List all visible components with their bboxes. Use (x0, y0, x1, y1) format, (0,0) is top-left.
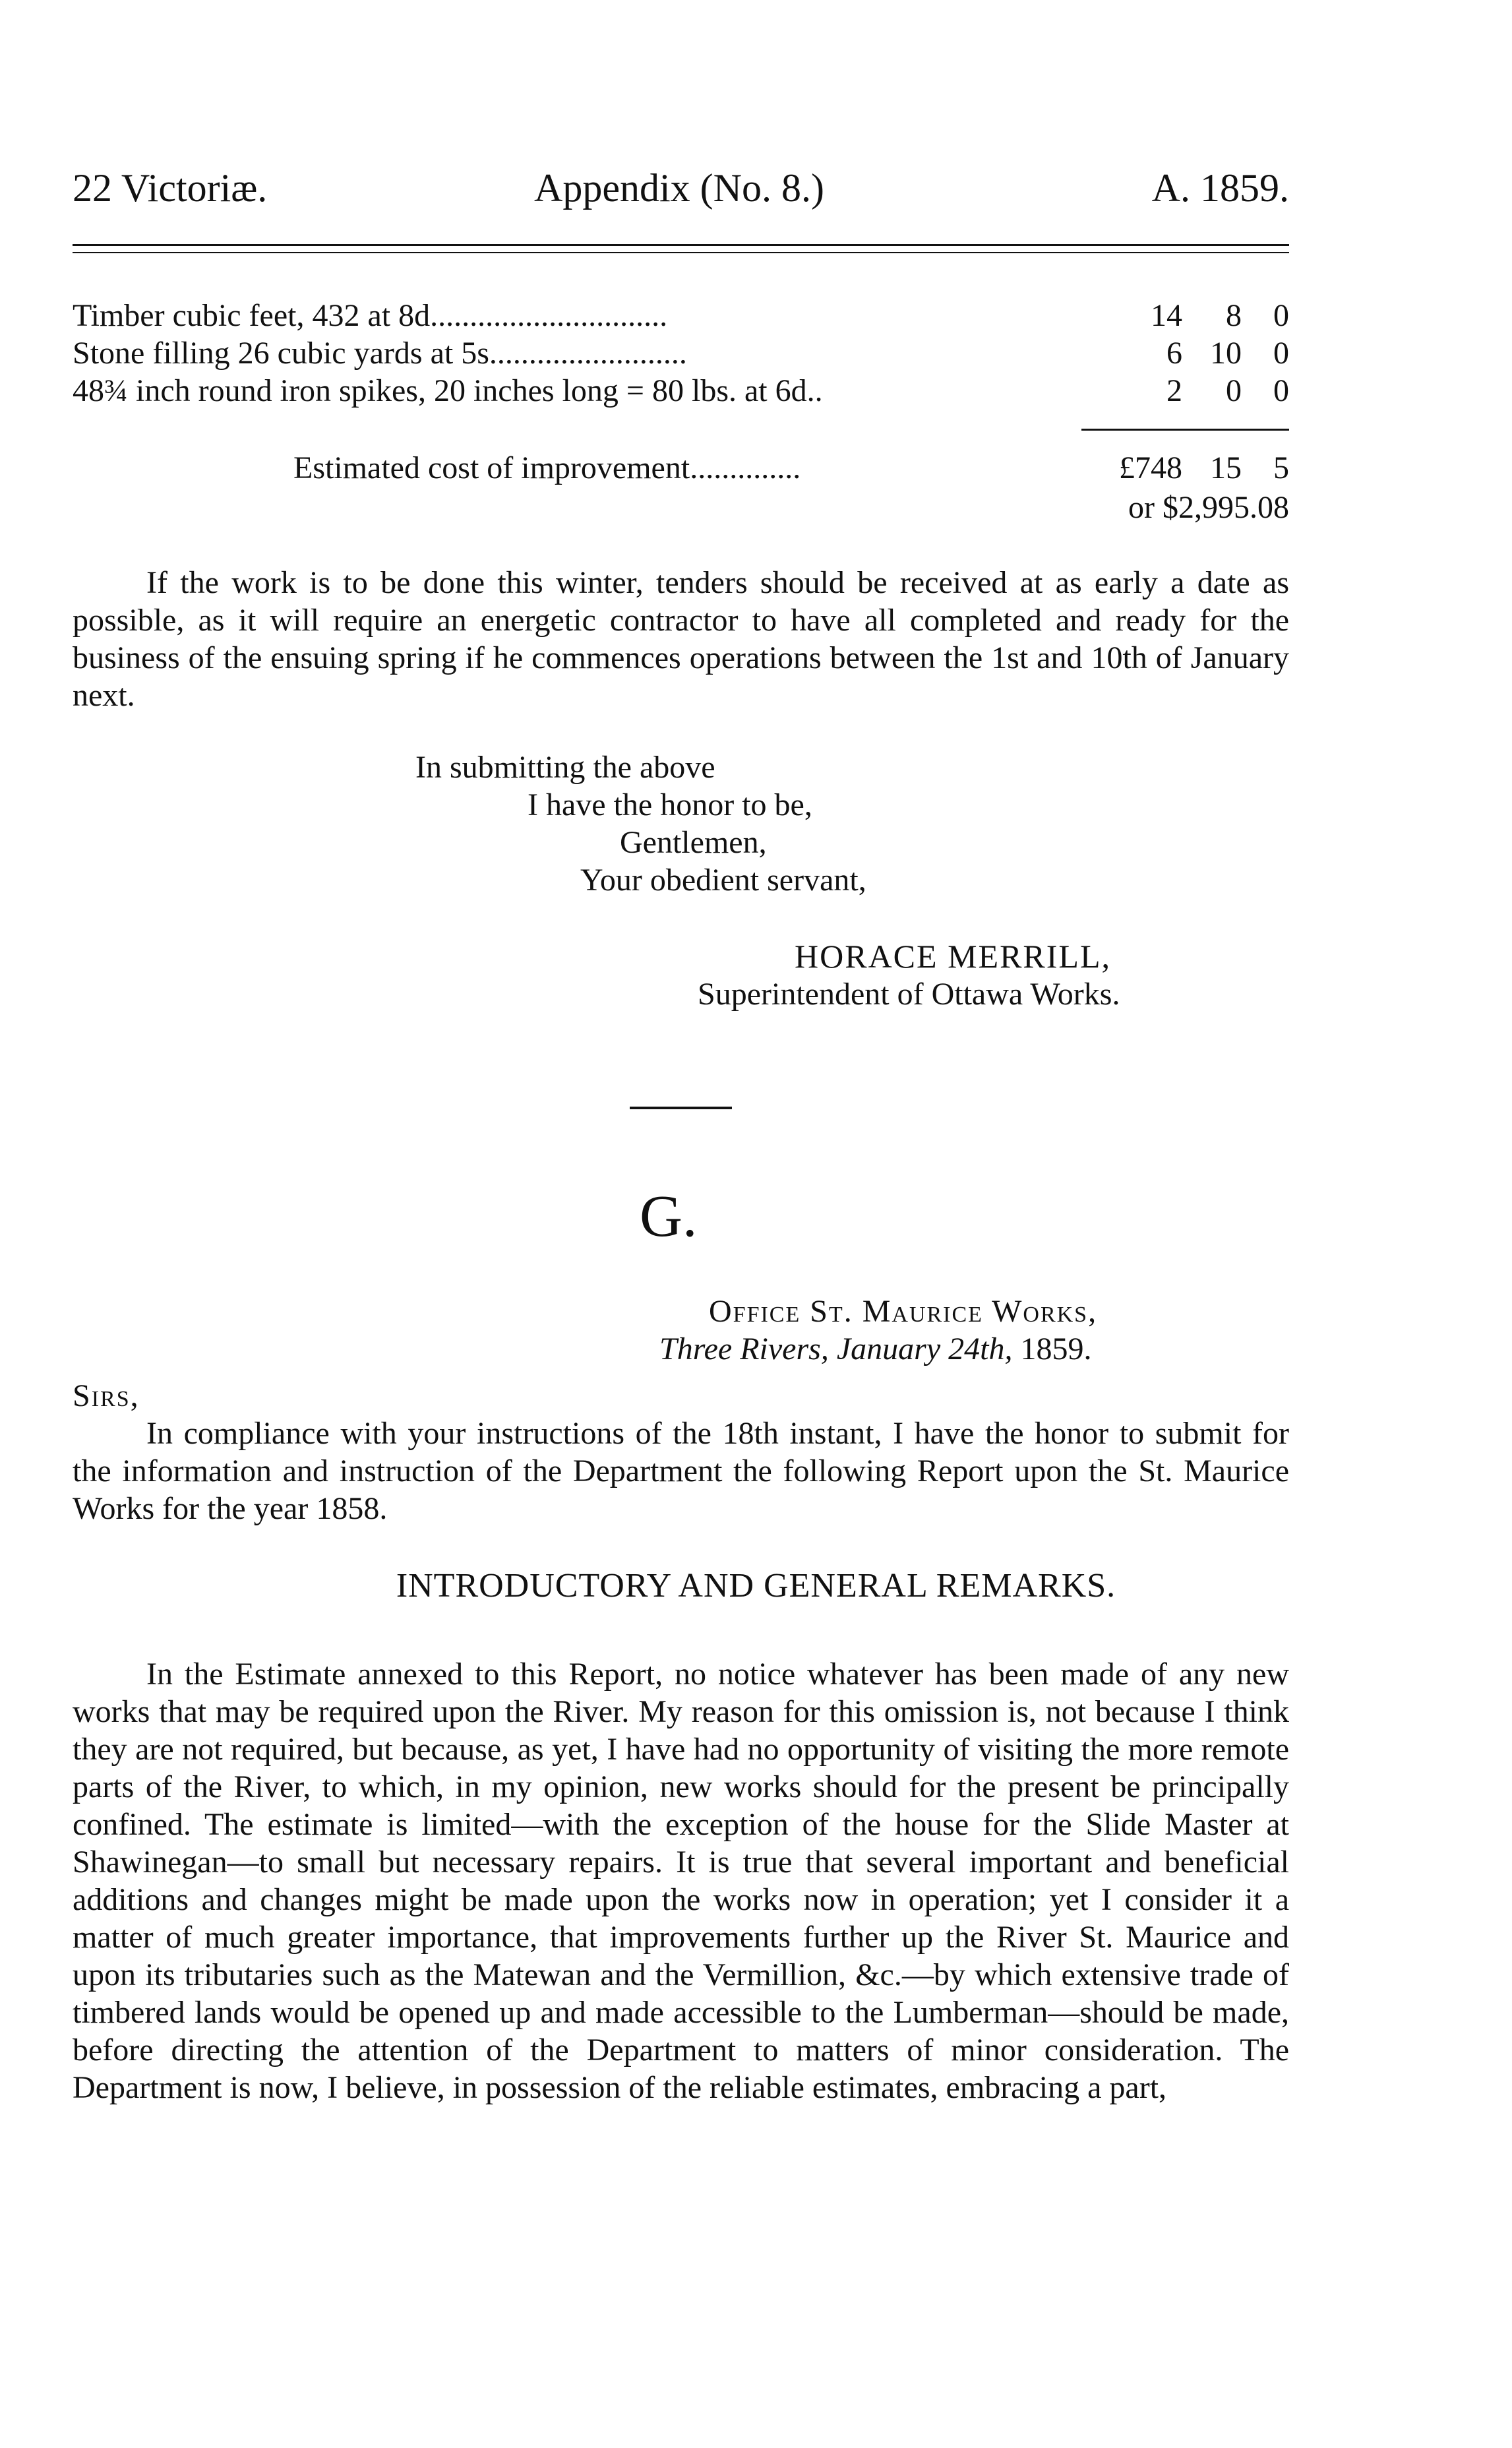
cost-items (73, 297, 1289, 410)
item-pence: 0 (1273, 298, 1289, 333)
item-pence: 0 (1273, 373, 1289, 408)
salutation: Sirs, (73, 1378, 140, 1413)
item-pounds: 6 (1166, 336, 1182, 371)
closing-line: In submitting the above (415, 750, 715, 785)
compliance-paragraph: In compliance with your instructions of the 18th instant, I have the honor to submit for the information and instruction of the Department the following Report upon the St. Maurice Works for the year 1858. (73, 1416, 1289, 1526)
estimated-total-row (73, 448, 1289, 488)
closing-line: Your obedient servant, (580, 863, 866, 898)
section-heading: INTRODUCTORY AND GENERAL REMARKS. (396, 1567, 1116, 1605)
item-pounds: 2 (1166, 373, 1182, 408)
item-pence: 0 (1273, 336, 1289, 371)
signatory-title: Superintendent of Ottawa Works. (698, 977, 1120, 1012)
cost-item-row (73, 297, 1289, 334)
place-name: Three Rivers, (659, 1331, 829, 1366)
total-pounds: £748 (1119, 450, 1182, 485)
closing-line: I have the honor to be, (528, 787, 812, 822)
total-dollars: or $2,995.08 (1128, 490, 1289, 525)
item-shillings: 8 (1226, 298, 1242, 333)
office-address (709, 1293, 1097, 1330)
total-pence: 5 (1273, 450, 1289, 485)
item-description: 48¾ inch round iron spikes, 20 inches long = 80 lbs. at 6d.. (73, 373, 823, 408)
letter-date: January 24th, (836, 1331, 1013, 1366)
total-shillings: 15 (1210, 450, 1242, 485)
section-separator-rule (630, 1107, 732, 1109)
letter-year: 1859. (1020, 1331, 1092, 1366)
sum-rule (1081, 429, 1289, 431)
appendix-label: Appendix (No. 8.) (534, 166, 824, 210)
section-letter: G. (640, 1184, 698, 1249)
total-label: Estimated cost of improvement.............. (293, 450, 801, 485)
signatory-name: HORACE MERRILL, (795, 938, 1111, 975)
session-label: 22 Victoriæ. (73, 166, 268, 210)
year-label: A. 1859. (1151, 166, 1289, 210)
tender-paragraph: If the work is to be done this winter, tenders should be received at as early a date as possible, as it will require an energetic contractor to have all completed and ready for the business of the ensuing spring if he commences operations between the 1st and 10th of January next. (73, 565, 1289, 713)
remarks-paragraph: In the Estimate annexed to this Report, no notice whatever has been made of any new works that may be required upon the River. My reason for this omission is, not because I think they are not required, but because, as yet, I have had no opportunity of visiting the more remote parts of the River, to which, in my opinion, new works should for the present be principally confined. The estimate is limited—with the exception of the house for the Slide Master at Shawinegan—to small but necessary repairs. It is true that several important and beneficial additions and changes might be made upon the works now in operation; yet I consider it a matter of much greater importance, that improvements further up the River St. Maurice and upon its tributaries such as the Matewan and the Vermillion, &c.—by which extensive trade of timbered lands would be opened up and made accessible to the Lumberman—should be made, before directing the attention of the Department to matters of minor consideration. The Department is now, I believe, in possession of the reliable estimates, embracing a part, (73, 1657, 1289, 2105)
item-pounds: 14 (1151, 298, 1182, 333)
cost-item-row (73, 372, 1289, 410)
item-shillings: 10 (1210, 336, 1242, 371)
item-description: Timber cubic feet, 432 at 8d.............................. (73, 298, 668, 333)
running-head (73, 162, 1289, 214)
item-shillings: 0 (1226, 373, 1242, 408)
closing-line: Gentlemen, (620, 825, 767, 860)
office-name: Office St. Maurice Works, (709, 1294, 1098, 1329)
item-description: Stone filling 26 cubic yards at 5s......................... (73, 336, 687, 371)
header-double-rule (73, 244, 1289, 253)
place-and-date (659, 1330, 1091, 1368)
cost-item-row (73, 334, 1289, 372)
